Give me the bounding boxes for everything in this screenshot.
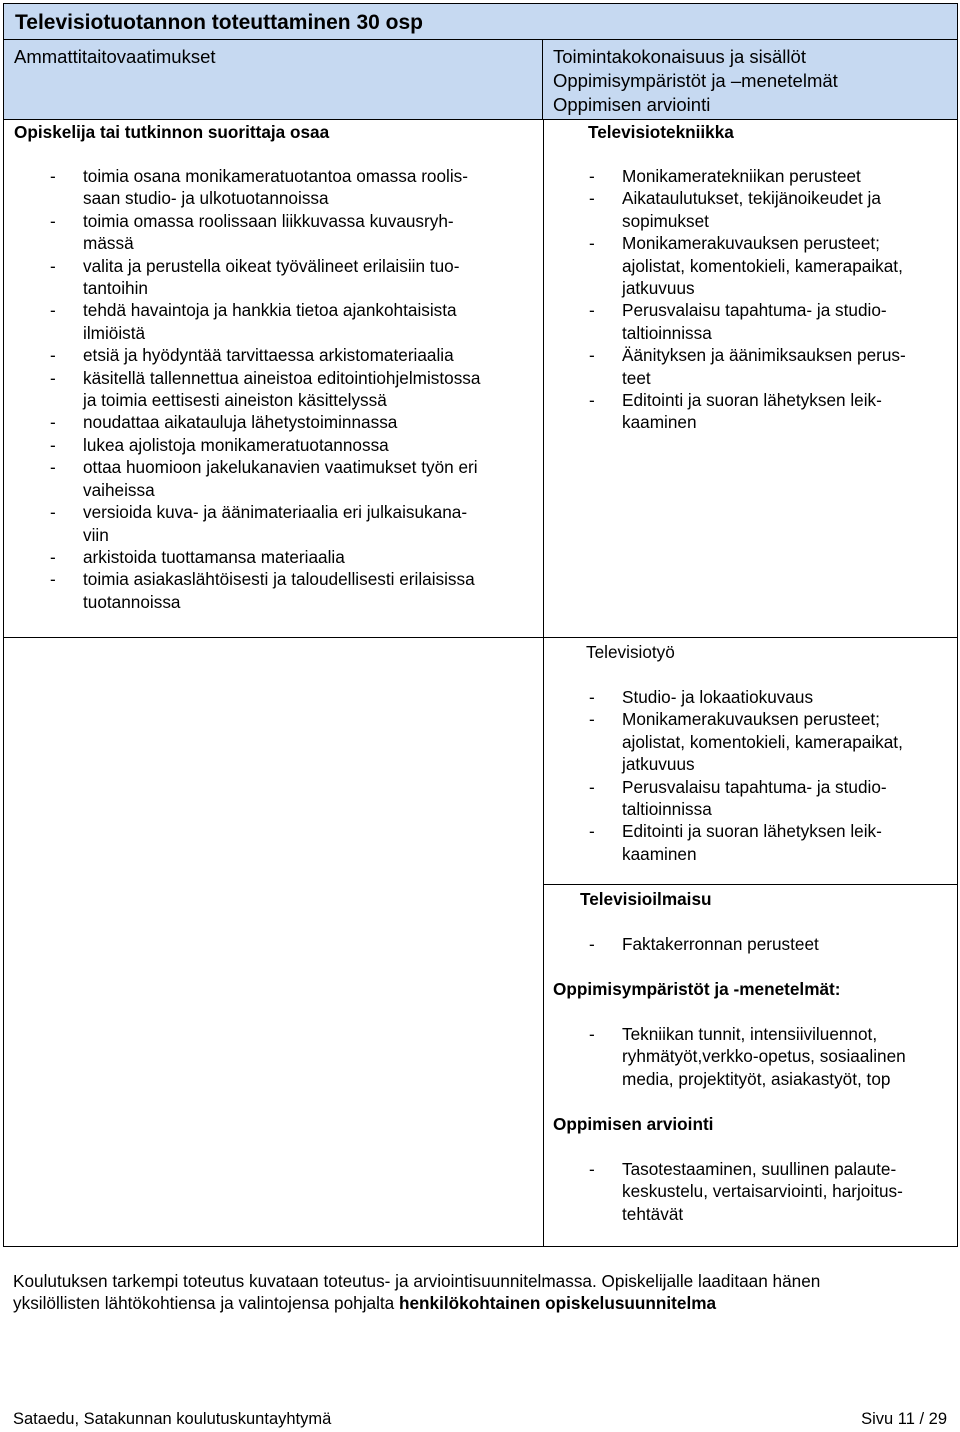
list-item-line: ja toimia eettisesti aineiston käsittelyssä (83, 390, 387, 411)
list-item (589, 776, 954, 821)
list-item (50, 568, 540, 613)
list-item-line: - Monikamerakuvauksen perusteet; (622, 709, 880, 730)
list-item (589, 232, 954, 299)
list-item-line: - noudattaa aikatauluja lähetystoiminnassa (83, 412, 398, 433)
note-line-1: Koulutuksen tarkempi toteutus kuvataan toteutus- ja arviointisuunnitelmassa. Opiskelijalle laaditaan hänen (13, 1271, 821, 1291)
footer-page-number: Sivu 11 / 29 (861, 1410, 947, 1428)
implementation-note (13, 1270, 948, 1315)
list-item-line: - Perusvalaisu tapahtuma- ja studio- (622, 300, 887, 321)
section-heading-televisioilmaisu: Televisioilmaisu (580, 889, 712, 909)
list-item-line: tuotannoissa (83, 591, 181, 612)
competence-list (50, 165, 540, 613)
curriculum-table (3, 3, 958, 1247)
note-line-2 (13, 1292, 948, 1314)
list-item-line: ajolistat, komentokieli, kamerapaikat, (622, 255, 903, 276)
list-item-line: tehtävät (622, 1203, 684, 1224)
header-right-line: Oppimisympäristöt ja –menetelmät (553, 70, 838, 91)
list-item (589, 820, 954, 865)
list-item (589, 1158, 954, 1225)
section-list-televisioilmaisu (589, 933, 954, 955)
header-right-line: Oppimisen arviointi (553, 94, 711, 115)
list-item-line: - Monikameratekniikan perusteet (622, 166, 861, 186)
list-item-line: media, projektityöt, asiakastyöt, top (622, 1068, 891, 1089)
list-item (589, 389, 954, 434)
list-item-line: mässä (83, 233, 134, 254)
left-row-divider (4, 637, 543, 638)
list-item-line: - Äänityksen ja äänimiksauksen perus- (622, 345, 906, 366)
list-item-line: - arkistoida tuottamansa materiaalia (83, 546, 345, 567)
list-item-line: taltioinnissa (622, 322, 712, 343)
list-item (589, 1023, 954, 1090)
list-item-line: teet (622, 367, 651, 388)
list-item (589, 344, 954, 389)
list-item (50, 456, 540, 501)
list-item-line: - toimia omassa roolissaan liikkuvassa kuvausryh- (83, 210, 454, 231)
footer-organization: Sataedu, Satakunnan koulutuskuntayhtymä (13, 1410, 332, 1428)
section-heading-televisiotyo: Televisiotyö (586, 642, 675, 662)
list-item-line: keskustelu, vertaisarviointi, harjoitus- (622, 1181, 903, 1202)
list-item (589, 708, 954, 775)
list-item (589, 187, 954, 232)
section-heading-televisiotekniikka: Televisiotekniikka (588, 122, 734, 142)
list-item-line: taltioinnissa (622, 799, 712, 820)
list-item-line: ilmiöistä (83, 322, 146, 343)
list-item-line: sopimukset (622, 210, 709, 231)
header-left-label: Ammattitaitovaatimukset (14, 46, 216, 67)
list-item-line: - ottaa huomioon jakelukanavien vaatimukset työn eri (83, 457, 478, 478)
list-item-line: - Faktakerronnan perusteet (622, 934, 819, 954)
list-item-line: - Studio- ja lokaatiokuvaus (622, 687, 814, 707)
list-item-line: viin (83, 524, 109, 545)
table-title-row (4, 4, 957, 40)
list-item (589, 299, 954, 344)
list-item (589, 933, 954, 955)
right-row-divider-1 (543, 637, 957, 638)
header-right-line: Toimintakokonaisuus ja sisällöt (553, 46, 806, 67)
header-left-cell (4, 40, 543, 120)
list-item (50, 344, 540, 366)
list-item-line: vaiheissa (83, 479, 155, 500)
list-item-line: - Editointi ja suoran lähetyksen leik- (622, 390, 882, 411)
list-item-line: - Editointi ja suoran lähetyksen leik- (622, 821, 882, 842)
list-item (50, 165, 540, 210)
list-item-line: ryhmätyöt,verkko-opetus, sosiaalinen (622, 1046, 906, 1067)
section-list-televisiotekniikka (589, 165, 954, 434)
list-item (50, 501, 540, 546)
list-item-line: - Tasotestaaminen, suullinen palaute- (622, 1159, 897, 1179)
list-item (50, 255, 540, 300)
list-item-line: - toimia asiakaslähtöisesti ja taloudellisesti erilaisissa (83, 569, 475, 590)
list-item-line: - toimia osana monikameratuotantoa omassa roolis- (83, 166, 468, 186)
table-title: Televisiotuotannon toteuttaminen 30 osp (15, 11, 423, 34)
list-item-line: ajolistat, komentokieli, kamerapaikat, (622, 731, 903, 752)
list-item-line: tantoihin (83, 278, 148, 299)
section-heading-oppimisymparistot: Oppimisympäristöt ja -menetelmät: (553, 979, 841, 999)
list-item-line: jatkuvuus (622, 754, 695, 775)
header-right-cell (543, 40, 957, 120)
list-item-line: kaaminen (622, 843, 697, 864)
note-line-2-emphasis: henkilökohtainen opiskelusuunnitelma (399, 1293, 717, 1314)
list-item-line: kaaminen (622, 412, 697, 433)
list-item (50, 411, 540, 433)
section-heading-arviointi: Oppimisen arviointi (553, 1114, 714, 1134)
list-item (50, 434, 540, 456)
right-row-divider-2 (543, 884, 957, 885)
list-item-line: - Tekniikan tunnit, intensiiviluennot, (622, 1024, 878, 1044)
list-item (50, 210, 540, 255)
list-item (589, 686, 954, 708)
list-item (50, 546, 540, 568)
column-divider (543, 120, 544, 1246)
header-right-labels (553, 45, 838, 117)
section-list-arviointi (589, 1158, 954, 1225)
list-item-line: saan studio- ja ulkotuotannoissa (83, 188, 329, 209)
list-item (50, 299, 540, 344)
list-item-line: jatkuvuus (622, 278, 695, 299)
section-list-oppimisymparistot (589, 1023, 954, 1090)
list-item-line: - valita ja perustella oikeat työvälineet erilaisiin tuo- (83, 255, 460, 276)
list-item-line: - etsiä ja hyödyntää tarvittaessa arkistomateriaalia (83, 345, 454, 366)
list-item-line: - Monikamerakuvauksen perusteet; (622, 233, 880, 254)
list-item-line: - Perusvalaisu tapahtuma- ja studio- (622, 776, 887, 797)
list-item-line: - lukea ajolistoja monikameratuotannossa (83, 434, 389, 455)
list-item-line: - versioida kuva- ja äänimateriaalia eri julkaisukana- (83, 502, 468, 523)
list-item (589, 165, 954, 187)
list-item-line: - käsitellä tallennettua aineistoa editointiohjelmistossa (83, 367, 481, 388)
section-list-televisiotyo (589, 686, 954, 865)
left-heading: Opiskelija tai tutkinnon suorittaja osaa (14, 122, 330, 142)
list-item-line: - Aikataulutukset, tekijänoikeudet ja (622, 188, 881, 209)
note-line-2-text: yksilöllisten lähtökohtiensa ja valintojensa pohjalta (13, 1293, 399, 1314)
list-item (50, 367, 540, 412)
list-item-line: - tehdä havaintoja ja hankkia tietoa ajankohtaisista (83, 300, 457, 321)
